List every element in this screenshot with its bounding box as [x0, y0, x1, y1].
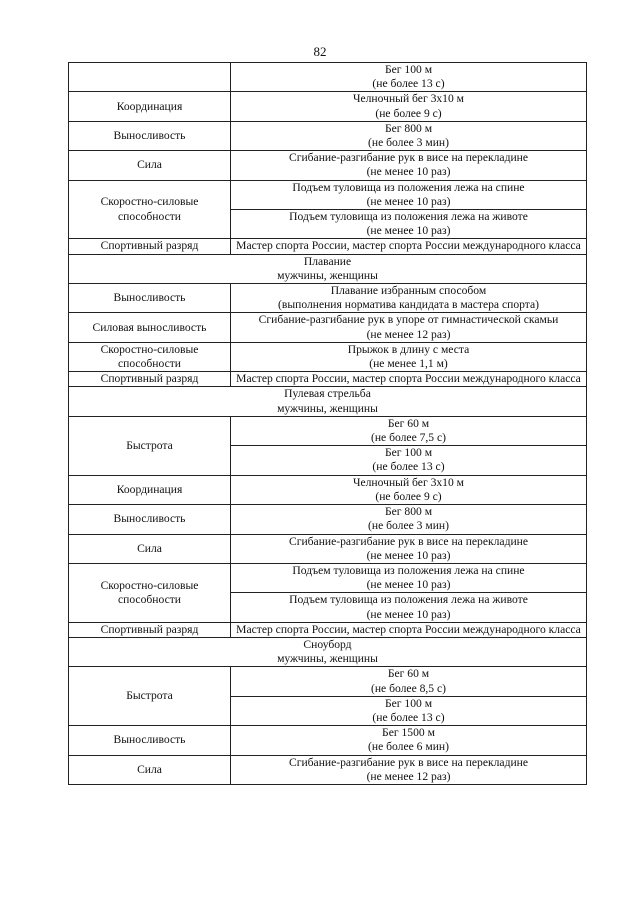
test-requirement: (не менее 10 раз) — [366, 224, 451, 238]
test-name: Подъем туловища из положения лежа на спине — [292, 563, 525, 577]
table-row — [69, 92, 587, 121]
section-sport-name: Пулевая стрельба — [284, 387, 371, 401]
test-name: Бег 800 м — [384, 121, 433, 135]
quality-cell: Быстрота — [69, 667, 231, 726]
test-cell — [231, 696, 587, 725]
test-requirement: (не более 13 с) — [372, 77, 445, 91]
quality-cell: Скоростно-силовые способности — [69, 342, 231, 371]
test-name: Бег 100 м — [384, 63, 433, 76]
table-row — [69, 151, 587, 180]
section-title-cell — [69, 637, 587, 666]
test-name: Плавание избранным способом — [330, 284, 487, 298]
test-name: Бег 100 м — [384, 446, 433, 460]
quality-cell: Выносливость — [69, 121, 231, 150]
standards-table — [68, 62, 587, 785]
test-requirement: (не менее 12 раз) — [366, 327, 451, 341]
test-name: Сгибание-разгибание рук в висе на перекладине — [288, 534, 529, 548]
test-name: Прыжок в длину с места — [347, 342, 470, 356]
test-name: Подъем туловища из положения лежа на спине — [292, 180, 525, 194]
table-row — [69, 622, 587, 637]
table-row — [69, 416, 587, 445]
table-row — [69, 180, 587, 209]
test-name: Мастер спорта России, мастер спорта России международного класса — [236, 622, 581, 636]
test-name: Бег 100 м — [384, 696, 433, 710]
test-requirement: (не более 9 с) — [375, 106, 442, 120]
test-cell — [231, 210, 587, 239]
section-header-row — [69, 637, 587, 666]
test-cell — [231, 622, 587, 637]
test-cell — [231, 475, 587, 504]
test-name: Бег 60 м — [387, 416, 430, 430]
page-number: 82 — [313, 44, 327, 59]
table-row — [69, 313, 587, 342]
test-name: Мастер спорта России, мастер спорта России международного класса — [236, 239, 581, 253]
test-name: Подъем туловища из положения лежа на животе — [289, 593, 528, 607]
table-row — [69, 755, 587, 784]
quality-cell: Сила — [69, 534, 231, 563]
test-name: Челночный бег 3x10 м — [352, 475, 465, 489]
section-gender: мужчины, женщины — [277, 268, 378, 282]
test-cell — [231, 726, 587, 755]
test-cell — [231, 446, 587, 475]
section-sport-name: Плавание — [303, 254, 352, 268]
quality-cell: Спортивный разряд — [69, 622, 231, 637]
table-row — [69, 563, 587, 592]
test-requirement: (выполнения норматива кандидата в мастера спорта) — [277, 298, 539, 312]
quality-cell: Спортивный разряд — [69, 372, 231, 387]
test-requirement: (не более 7,5 с) — [370, 431, 447, 445]
quality-cell: Быстрота — [69, 416, 231, 475]
test-cell — [231, 239, 587, 254]
quality-cell: Выносливость — [69, 284, 231, 313]
test-cell — [231, 284, 587, 313]
section-sport-name: Сноуборд — [303, 637, 352, 651]
test-cell — [231, 667, 587, 696]
test-cell — [231, 755, 587, 784]
test-name: Подъем туловища из положения лежа на животе — [289, 210, 528, 224]
table-row — [69, 121, 587, 150]
test-name: Сгибание-разгибание рук в висе на перекладине — [288, 755, 529, 769]
test-name: Бег 60 м — [387, 667, 430, 681]
section-gender: мужчины, женщины — [277, 401, 378, 415]
test-requirement: (не менее 1,1 м) — [369, 357, 448, 371]
test-requirement: (не менее 10 раз) — [366, 578, 451, 592]
table-row — [69, 726, 587, 755]
table-row — [69, 534, 587, 563]
test-requirement: (не более 6 мин) — [368, 740, 449, 754]
test-requirement: (не более 8,5 с) — [370, 681, 447, 695]
test-name: Сгибание-разгибание рук в упоре от гимнастической скамьи — [258, 313, 559, 327]
table-row — [69, 284, 587, 313]
table-row — [69, 239, 587, 254]
table-row — [69, 505, 587, 534]
table-row — [69, 63, 587, 92]
test-name: Бег 1500 м — [382, 726, 435, 740]
quality-cell: Выносливость — [69, 726, 231, 755]
test-cell — [231, 563, 587, 592]
test-requirement: (не менее 12 раз) — [366, 769, 451, 783]
quality-cell: Сила — [69, 151, 231, 180]
test-requirement: (не более 3 мин) — [368, 519, 449, 533]
test-cell — [231, 372, 587, 387]
test-name: Сгибание-разгибание рук в висе на перекладине — [288, 151, 529, 165]
standards-table-body — [69, 63, 587, 785]
test-cell — [231, 593, 587, 622]
quality-cell: Спортивный разряд — [69, 239, 231, 254]
test-requirement: (не более 13 с) — [372, 460, 445, 474]
quality-cell — [69, 63, 231, 92]
test-requirement: (не более 13 с) — [372, 710, 445, 724]
test-requirement: (не менее 10 раз) — [366, 194, 451, 208]
test-cell — [231, 121, 587, 150]
test-cell — [231, 313, 587, 342]
test-name: Бег 800 м — [384, 505, 433, 519]
test-cell — [231, 180, 587, 209]
test-requirement: (не более 9 с) — [375, 489, 442, 503]
quality-cell: Координация — [69, 92, 231, 121]
test-cell — [231, 151, 587, 180]
section-gender: мужчины, женщины — [277, 652, 378, 666]
test-cell — [231, 63, 587, 92]
table-row — [69, 372, 587, 387]
test-cell — [231, 92, 587, 121]
test-cell — [231, 534, 587, 563]
test-name: Челночный бег 3x10 м — [352, 92, 465, 106]
test-requirement: (не менее 10 раз) — [366, 607, 451, 621]
test-cell — [231, 416, 587, 445]
test-name: Мастер спорта России, мастер спорта России международного класса — [236, 372, 581, 386]
section-title-cell — [69, 387, 587, 416]
quality-cell: Силовая выносливость — [69, 313, 231, 342]
table-row — [69, 475, 587, 504]
test-requirement: (не менее 10 раз) — [366, 548, 451, 562]
quality-cell: Скоростно-силовые способности — [69, 180, 231, 239]
section-header-row — [69, 387, 587, 416]
table-row — [69, 667, 587, 696]
test-cell — [231, 342, 587, 371]
quality-cell: Скоростно-силовые способности — [69, 563, 231, 622]
quality-cell: Координация — [69, 475, 231, 504]
section-title-cell — [69, 254, 587, 283]
section-header-row — [69, 254, 587, 283]
test-cell — [231, 505, 587, 534]
quality-cell: Выносливость — [69, 505, 231, 534]
table-row — [69, 342, 587, 371]
test-requirement: (не более 3 мин) — [368, 136, 449, 150]
quality-cell: Сила — [69, 755, 231, 784]
test-requirement: (не менее 10 раз) — [366, 165, 451, 179]
